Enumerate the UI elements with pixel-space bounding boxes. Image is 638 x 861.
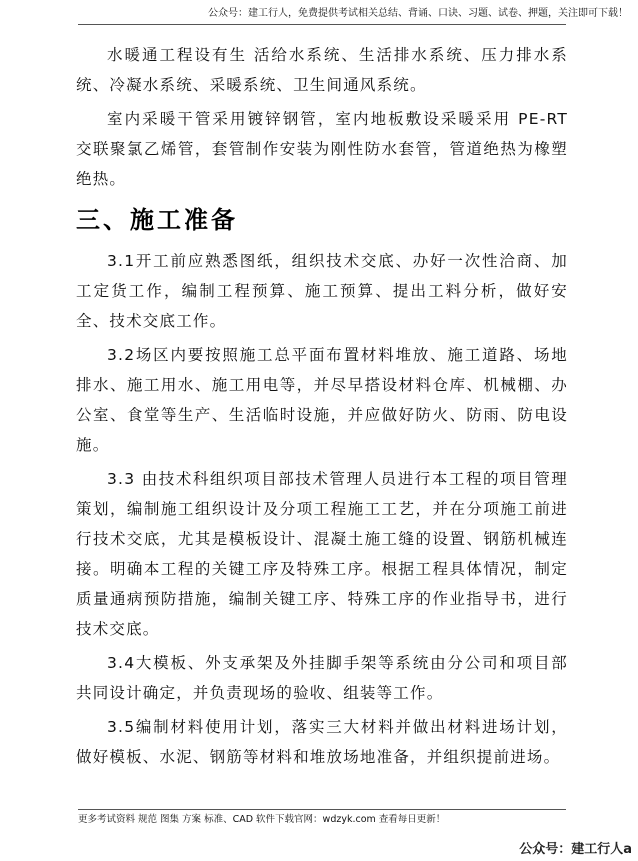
item-3-4: 3.4大模板、外支承架及外挂脚手架等系统由分公司和项目部共同设计确定，并负责现场的验收、组装等工作。 bbox=[76, 654, 568, 702]
item-3-5: 3.5编制材料使用计划，落实三大材料并做出材料进场计划，做好模板、水泥、钢筋等材料和堆放场地准备，并组织提前进场。 bbox=[76, 718, 568, 766]
item-3-2: 3.2场区内要按照施工总平面布置材料堆放、施工道路、场地排水、施工用水、施工用电等，并尽早搭设材料仓库、机械棚、办公室、食堂等生产、生活临时设施，并应做好防火、防雨、防电设施。 bbox=[76, 346, 568, 454]
header-divider bbox=[78, 24, 566, 25]
watermark: 公众号：建工行人a bbox=[519, 842, 632, 857]
section-heading: 三、施工准备 bbox=[76, 206, 238, 234]
item-3-1: 3.1开工前应熟悉图纸，组织技术交底、办好一次性洽商、加工定货工作，编制工程预算、施工预算、提出工料分析，做好安全、技术交底工作。 bbox=[76, 252, 568, 330]
paragraph-plumbing-systems: 水暖通工程设有生 活给水系统、生活排水系统、压力排水系统、冷凝水系统、采暖系统、卫生间通风系统。 bbox=[76, 46, 568, 94]
paragraph-heating-pipes: 室内采暖干管采用镀锌钢管，室内地板敷设采暖采用 PE-RT 交联聚氯乙烯管，套管制作安装为刚性防水套管，管道绝热为橡塑绝热。 bbox=[76, 110, 568, 188]
header-note: 公众号：建工行人，免费提供考试相关总结、背诵、口诀、习题、试卷、押题，关注即可下载！ bbox=[208, 8, 628, 19]
footer-note: 更多考试资料 规范 图集 方案 标准、CAD 软件下载官网：wdzyk.com 查看每日更新！ bbox=[78, 814, 446, 825]
footer-divider bbox=[78, 809, 566, 810]
document-body bbox=[76, 40, 568, 772]
item-3-3: 3.3 由技术科组织项目部技术管理人员进行本工程的项目管理策划，编制施工组织设计及分项工程施工工艺，并在分项施工前进行技术交底，尤其是模板设计、混凝土施工缝的设置、钢筋机械连接。明确本工程的关键工序及特殊工序。根据工程具体情况，制定质量通病预防措施，编制关键工序、特殊工序的作业指导书，进行技术交底。 bbox=[76, 470, 568, 638]
